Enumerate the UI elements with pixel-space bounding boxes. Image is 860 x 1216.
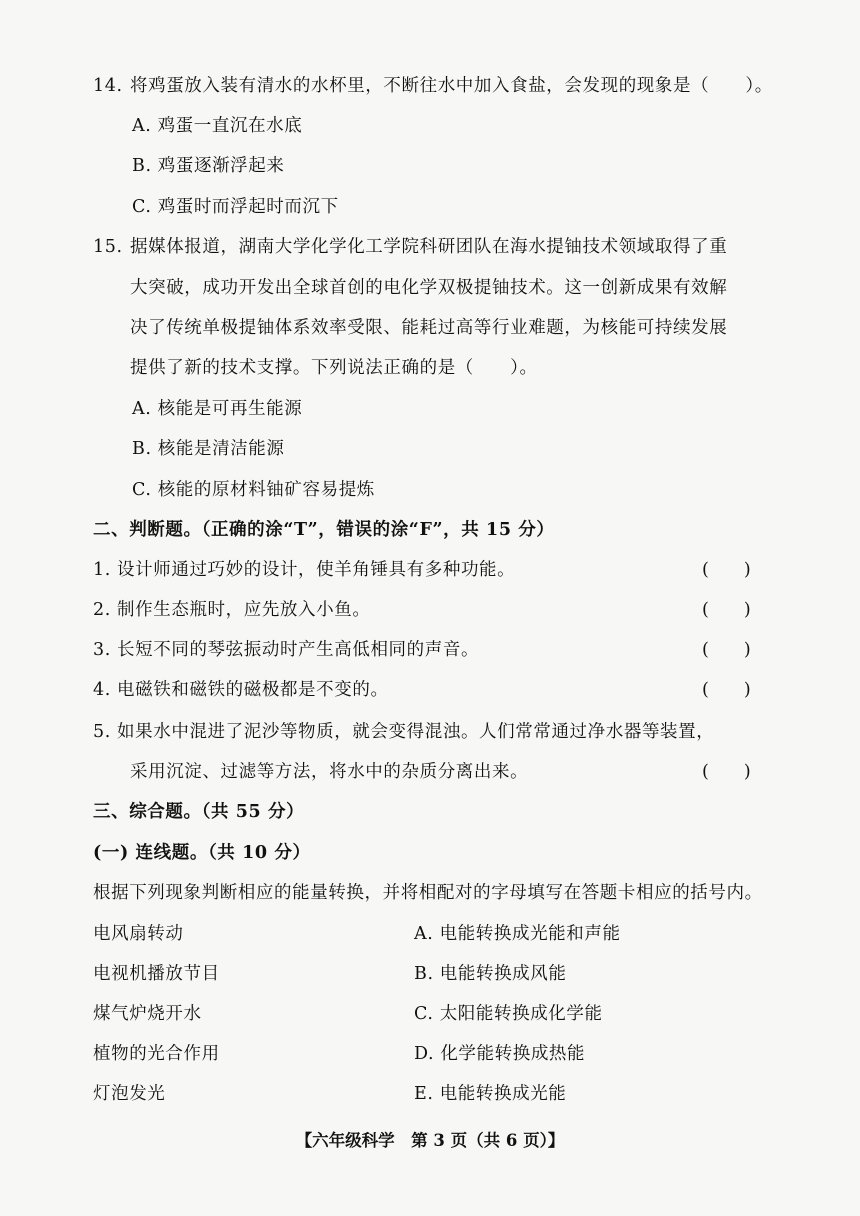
q14-stem: 将鸡蛋放入装有清水的水杯里，不断往水中加入食盐，会发现的现象是（ ）。 [130, 76, 773, 96]
judge-item-2: 2. 制作生态瓶时，应先放入小鱼。 [93, 600, 371, 620]
q14-option-c: C. 鸡蛋时而浮起时而沉下 [132, 197, 339, 217]
answer-paren-2[interactable]: ( ) [702, 600, 751, 620]
answer-paren-5[interactable]: ( ) [702, 762, 751, 782]
matching-subtitle: (一) 连线题。（共 10 分） [93, 843, 311, 863]
energy-option-a: A. 电能转换成光能和声能 [414, 924, 621, 944]
phenomenon-2: 电视机播放节目 [93, 964, 220, 984]
section2-title: 二、判断题。（正确的涂“T”，错误的涂“F”，共 15 分） [93, 520, 555, 540]
judge-item-5: 5. 如果水中混进了泥沙等物质，就会变得混浊。人们常常通过净水器等装置， [93, 722, 715, 742]
q15-stem-line-3: 决了传统单极提铀体系效率受限、能耗过高等行业难题，为核能可持续发展 [130, 318, 728, 338]
energy-option-d: D. 化学能转换成热能 [414, 1044, 586, 1064]
answer-paren-3[interactable]: ( ) [702, 640, 751, 660]
energy-option-c: C. 太阳能转换成化学能 [414, 1004, 603, 1024]
q15-option-b: B. 核能是清洁能源 [132, 439, 285, 459]
page-footer: 【六年级科学 第 3 页（共 6 页）】 [295, 1131, 565, 1150]
phenomenon-3: 煤气炉烧开水 [93, 1004, 202, 1024]
phenomenon-5: 灯泡发光 [93, 1084, 166, 1104]
judge-item-3: 3. 长短不同的琴弦振动时产生高低相同的声音。 [93, 640, 480, 660]
phenomenon-4: 植物的光合作用 [93, 1044, 220, 1064]
phenomenon-1: 电风扇转动 [93, 924, 184, 944]
energy-option-b: B. 电能转换成风能 [414, 964, 567, 984]
judge-item-1: 1. 设计师通过巧妙的设计，使羊角锤具有多种功能。 [93, 560, 516, 580]
section3-title: 三、综合题。（共 55 分） [93, 802, 305, 822]
q15-stem-line-1: 据媒体报道，湖南大学化学化工学院科研团队在海水提铀技术领域取得了重 [130, 237, 728, 257]
q15-stem-line-2: 大突破，成功开发出全球首创的电化学双极提铀技术。这一创新成果有效解 [130, 278, 728, 298]
answer-paren-1[interactable]: ( ) [702, 560, 751, 580]
q15-option-c: C. 核能的原材料铀矿容易提炼 [132, 480, 375, 500]
q15-number: 15. [93, 237, 123, 257]
q14-number: 14. [93, 76, 123, 96]
q14-option-a: A. 鸡蛋一直沉在水底 [132, 116, 303, 136]
energy-option-e: E. 电能转换成光能 [414, 1084, 567, 1104]
q14-option-b: B. 鸡蛋逐渐浮起来 [132, 156, 285, 176]
q15-stem-line-4: 提供了新的技术支撑。下列说法正确的是（ ）。 [130, 358, 538, 378]
q15-option-a: A. 核能是可再生能源 [132, 399, 303, 419]
judge-item-5-cont: 采用沉淀、过滤等方法，将水中的杂质分离出来。 [130, 762, 529, 782]
answer-paren-4[interactable]: ( ) [702, 680, 751, 700]
judge-item-4: 4. 电磁铁和磁铁的磁极都是不变的。 [93, 680, 389, 700]
matching-instruction: 根据下列现象判断相应的能量转换，并将相配对的字母填写在答题卡相应的括号内。 [93, 883, 763, 903]
